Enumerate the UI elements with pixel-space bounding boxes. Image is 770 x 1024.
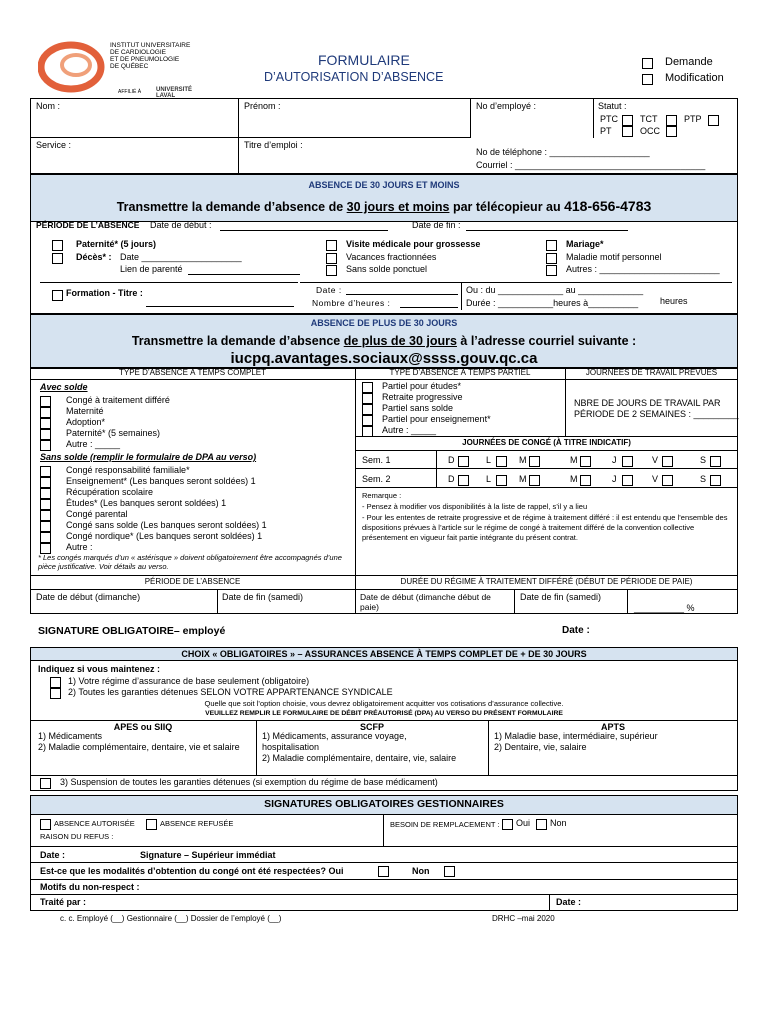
nbre-jours-label: NBRE DE JOURS DE TRAVAIL PAR [574,398,721,408]
gest-band: SIGNATURES OBLIGATOIRES GESTIONNAIRES [264,798,504,810]
hdr-journees: JOURNÉES DE TRAVAIL PRÉVUES [585,368,718,377]
lien-label: Lien de parenté [120,264,183,274]
option3-label: 3) Suspension de toutes les garanties détenues (si exemption du régime de base médicament) [60,777,438,787]
avec-checkbox-1[interactable] [40,407,51,418]
sans-checkbox-5[interactable] [40,521,51,532]
day-label: M [570,474,578,484]
day-checkbox-sem2-0[interactable] [458,475,469,486]
demande-checkbox[interactable] [642,58,653,69]
fin-sam2-field[interactable]: Date de fin (samedi) [520,592,602,602]
visite-checkbox[interactable] [326,240,337,251]
modification-label: Modification [665,72,724,84]
avec-solde-label: Avec solde [40,382,88,392]
courriel-field[interactable]: Courriel : ______________________________________ [476,160,706,170]
modalites-non-checkbox[interactable] [444,866,455,877]
remarque-1: - Pensez à modifier vos disponibilités à la liste de rappel, s’il y a lieu [362,502,588,511]
refusee-label: ABSENCE REFUSÉE [160,819,234,828]
non-checkbox[interactable] [536,819,547,830]
deces-label: Décès* : [76,252,112,262]
day-label: V [652,474,659,484]
day-checkbox-sem2-5[interactable] [662,475,673,486]
avec-item: Maternité [66,406,104,416]
logo-laval: UNIVERSITÉ LAVAL [156,87,193,99]
formation-date-label: Date : [316,285,342,295]
sans-checkbox-1[interactable] [40,477,51,488]
sans-item: Congé responsabilité familiale* [66,465,190,475]
deces-checkbox[interactable] [52,253,63,264]
demande-label: Demande [665,56,713,68]
ou-du-field[interactable]: Ou : du _____________ au _____________ [466,285,644,295]
tct-label: TCT [640,114,658,124]
non-label: Non [550,818,567,828]
logo [38,36,208,106]
gest-date-field[interactable]: Date : [40,850,66,860]
traite-date-field[interactable]: Date : [556,897,582,907]
sans-checkbox-2[interactable] [40,488,51,499]
pct-field[interactable]: __________ % [634,603,695,613]
sans-item: Autre : [66,542,93,552]
formation-checkbox[interactable] [52,290,63,301]
day-checkbox-sem1-5[interactable] [662,456,673,467]
scfp-title: SCFP [359,722,384,732]
modification-checkbox[interactable] [642,74,653,85]
hdr-complet: TYPE D’ABSENCE À TEMPS COMPLET [119,368,266,377]
sans-solde-label: Sans solde ponctuel [346,264,428,274]
occ-checkbox[interactable] [666,126,677,137]
formation-label: Formation - Titre : [66,288,143,298]
sans-solde-title: Sans solde (remplir le formulaire de DPA au verso) [40,452,257,462]
sans-item: Enseignement* (Les banques seront soldées) 1 [66,476,256,486]
hdr-partiel: TYPE D’ABSENCE À TEMPS PARTIEL [389,368,531,377]
option2-checkbox[interactable] [50,688,61,699]
day-label: S [700,455,707,465]
autres-checkbox[interactable] [546,265,557,276]
sig-superieur-field[interactable]: Signature – Supérieur immédiat [140,850,276,860]
form-title-1: FORMULAIRE [318,52,410,68]
logo-text: INSTITUT UNIVERSITAIRE DE CARDIOLOGIE ET DE PNEUMOLOGIE DE QUÉBEC [110,42,191,70]
apts-title: APTS [600,722,625,732]
day-checkbox-sem1-3[interactable] [580,456,591,467]
sans-item: Congé sans solde (Les banques seront soldées) 1 [66,520,267,530]
scfp-1: 1) Médicaments, assurance voyage, hospitalisation [262,731,407,752]
sans-checkbox-6[interactable] [40,532,51,543]
form-title-2: D’AUTORISATION D’ABSENCE [264,70,444,84]
email-address: iucpq.avantages.sociaux@ssss.gouv.qc.ca [230,350,538,367]
autres-field[interactable]: Autres : ________________________ [566,264,720,274]
avec-checkbox-0[interactable] [40,396,51,407]
day-checkbox-sem1-4[interactable] [622,456,633,467]
day-checkbox-sem1-6[interactable] [710,456,721,467]
remarque-label: Remarque : [362,491,402,500]
formation-line[interactable] [146,306,294,307]
employee-signature-label[interactable]: SIGNATURE OBLIGATOIRE– employé [38,625,226,637]
periode-2sem-field[interactable]: PÉRIODE DE 2 SEMAINES : _________ [574,409,739,419]
signature-date-label[interactable]: Date : [562,625,590,636]
paternite-label: Paternité* (5 jours) [76,239,157,249]
service-field[interactable]: Service : [36,140,72,150]
sans-item: Récupération scolaire [66,487,154,497]
periode-hdr: PÉRIODE DE L’ABSENCE [144,577,241,586]
duree-field[interactable]: Durée : ___________heures à__________ [466,298,639,308]
deces-date[interactable]: Date ____________________ [120,252,242,262]
apes-1: 1) Médicaments [38,731,103,741]
autorisee-label: ABSENCE AUTORISÉE [54,819,135,828]
sans-checkbox-4[interactable] [40,510,51,521]
partiel-checkbox-2[interactable] [362,404,373,415]
apes-2: 2) Maladie complémentaire, dentaire, vie et salaire [38,742,240,752]
partiel-item: Partiel pour études* [382,381,462,391]
cc-footer: c. c. Employé (__) Gestionnaire (__) Dossier de l’employé (__) [60,914,282,923]
statut-label: Statut : [598,101,627,111]
option1-checkbox[interactable] [50,677,61,688]
partiel-item: Partiel sans solde [382,403,454,413]
mariage-label: Mariage* [566,239,604,249]
day-checkbox-sem2-4[interactable] [622,475,633,486]
journees-conge-header: JOURNÉES DE CONGÉ (À TITRE INDICATIF) [462,438,631,447]
formation-date-line[interactable] [346,294,458,295]
maladie-checkbox[interactable] [546,253,557,264]
secplus-transmit: Transmettre la demande d’absence de plus de 30 jours à l’adresse courriel suivante : [131,334,637,348]
ptc-label: PTC [600,114,618,124]
day-label: M [570,455,578,465]
oui-label: Oui [516,818,531,828]
partiel-item: Autre : _____ [382,425,437,435]
day-checkbox-sem2-3[interactable] [580,475,591,486]
day-checkbox-sem2-1[interactable] [496,475,507,486]
day-checkbox-sem1-0[interactable] [458,456,469,467]
section-plus-band: ABSENCE DE PLUS DE 30 JOURS [310,318,458,328]
day-checkbox-sem1-2[interactable] [529,456,540,467]
section-30-band: ABSENCE DE 30 JOURS ET MOINS [308,180,460,190]
day-checkbox-sem2-2[interactable] [529,475,540,486]
indiquez-label: Indiquez si vous maintenez : [38,664,161,674]
duree-hdr: DURÉE DU RÉGIME À TRAITEMENT DIFFÉRÉ (DÉBUT DE PÉRIODE DE PAIE) [400,577,693,586]
date-debut-label: Date de début : [150,220,212,230]
logo-mark-icon [38,36,110,98]
no-employe-field[interactable]: No d’employé : [476,101,537,111]
lien-line[interactable] [188,274,300,275]
day-checkbox-sem1-1[interactable] [496,456,507,467]
motifs-field[interactable]: Motifs du non-respect : [40,882,140,892]
logo-affil: AFFILIÉ À [118,89,142,95]
sem2-label: Sem. 2 [362,474,391,484]
paternite-checkbox[interactable] [52,240,63,251]
sans-checkbox-0[interactable] [40,466,51,477]
avec-checkbox-4[interactable] [40,440,51,451]
day-label: V [652,455,659,465]
modalites-label: Est-ce que les modalités d’obtention du congé ont été respectées? Oui [40,866,344,876]
nom-field[interactable]: Nom : [36,101,61,111]
day-label: D [448,455,455,465]
mariage-checkbox[interactable] [546,240,557,251]
nb-heures-label: Nombre d’heures : [312,298,391,308]
tct-checkbox[interactable] [666,115,677,126]
modalites-oui-checkbox[interactable] [378,866,389,877]
autorisee-checkbox[interactable] [40,819,51,830]
avec-checkbox-3[interactable] [40,429,51,440]
sem1-label: Sem. 1 [362,455,391,465]
day-label: L [486,455,492,465]
partiel-checkbox-1[interactable] [362,393,373,404]
sans-item: Études* (Les banques seront soldées) 1 [66,498,227,508]
sans-checkbox-3[interactable] [40,499,51,510]
telephone-field[interactable]: No de téléphone : ____________________ [476,147,650,157]
oui-checkbox[interactable] [502,819,513,830]
day-label: M [519,455,527,465]
sans-item: Congé parental [66,509,128,519]
occ-label: OCC [640,126,660,136]
fin-sam-field[interactable]: Date de fin (samedi) [222,592,304,602]
day-label: J [612,474,617,484]
date-fin-line[interactable] [466,230,628,231]
day-label: D [448,474,455,484]
modalites-non-label: Non [412,866,430,876]
sec30-transmit: Transmettre la demande d’absence de 30 jours et moins par télécopieur au 418-656-4783 [116,198,652,214]
periode-label: PÉRIODE DE L’ABSENCE [36,220,140,230]
vacances-label: Vacances fractionnées [346,252,437,262]
option3-checkbox[interactable] [40,778,51,789]
asterisk-note: * Les congés marqués d’un « astérisque » doivent obligatoirement être accompagnés d’une pièce justificative. Voir détails au verso. [38,553,342,571]
besoin-label: BESOIN DE REMPLACEMENT : [390,820,500,829]
sans-item: Congé nordique* (Les banques seront soldées) 1 [66,531,263,541]
avec-checkbox-2[interactable] [40,418,51,429]
pt-checkbox[interactable] [622,126,633,137]
note1: Quelle que soit l’option choisie, vous devrez obligatoirement acquitter vos cotisations d’assurance collective. [204,699,564,708]
remarque-2: - Pour les ententes de retraite progressive et de régime à traitement différé : il est entendu que l’ensemble des dispositions prévues à l’article sur le régime de congé à traitement différé de la convention collective présentement en vigueur fait partie intégrante du présent contrat. [362,513,728,542]
note2: VEUILLEZ REMPLIR LE FORMULAIRE DE DÉBIT PRÉAUTORISÉ (DPA) AU VERSO DU PRÉSENT FORMULAIRE [205,710,563,717]
day-label: J [612,455,617,465]
day-label: S [700,474,707,484]
prenom-field[interactable]: Prénom : [244,101,281,111]
refusee-checkbox[interactable] [146,819,157,830]
pt-label: PT [600,126,612,136]
visite-label: Visite médicale pour grossesse [346,239,481,249]
sans-solde-checkbox[interactable] [326,265,337,276]
partiel-item: Partiel pour enseignement* [382,414,491,424]
form-code: DRHC –mai 2020 [492,914,555,923]
day-label: L [486,474,492,484]
traite-par-field[interactable]: Traité par : [40,897,87,907]
apes-title: APES ou SIIQ [113,722,173,732]
ptp-checkbox[interactable] [708,115,719,126]
avec-item: Adoption* [66,417,106,427]
option1-label: 1) Votre régime d’assurance de base seulement (obligatoire) [68,676,310,686]
avec-item: Paternité* (5 semaines) [66,428,161,438]
heures-label: heures [660,296,688,306]
ptc-checkbox[interactable] [622,115,633,126]
option2-label: 2) Toutes les garanties détenues SELON VOTRE APPARTENANCE SYNDICALE [68,687,393,697]
debut-dim2-field[interactable]: Date de début (dimanche début de paie) [360,592,491,612]
raison-field[interactable]: RAISON DU REFUS : [40,832,114,841]
ptp-label: PTP [684,114,702,124]
avec-item: Congé à traitement différé [66,395,170,405]
scfp-2: 2) Maladie complémentaire, dentaire, vie, salaire [262,753,457,763]
vacances-checkbox[interactable] [326,253,337,264]
apts-1: 1) Maladie base, intermédiaire, supérieur [494,731,658,741]
debut-dim-field[interactable]: Date de début (dimanche) [36,592,141,602]
choix-band: CHOIX « OBLIGATOIRES » – ASSURANCES ABSENCE À TEMPS COMPLET DE + DE 30 JOURS [181,649,587,659]
apts-2: 2) Dentaire, vie, salaire [494,742,587,752]
day-label: M [519,474,527,484]
partiel-item: Retraite progressive [382,392,463,402]
date-fin-label: Date de fin : [412,220,461,230]
nb-heures-line[interactable] [400,307,458,308]
partiel-checkbox-3[interactable] [362,415,373,426]
partiel-checkbox-0[interactable] [362,382,373,393]
date-debut-line[interactable] [220,230,388,231]
titre-emploi-field[interactable]: Titre d’emploi : [244,140,303,150]
maladie-label: Maladie motif personnel [566,252,662,262]
day-checkbox-sem2-6[interactable] [710,475,721,486]
avec-item: Autre : _____ [66,439,121,449]
